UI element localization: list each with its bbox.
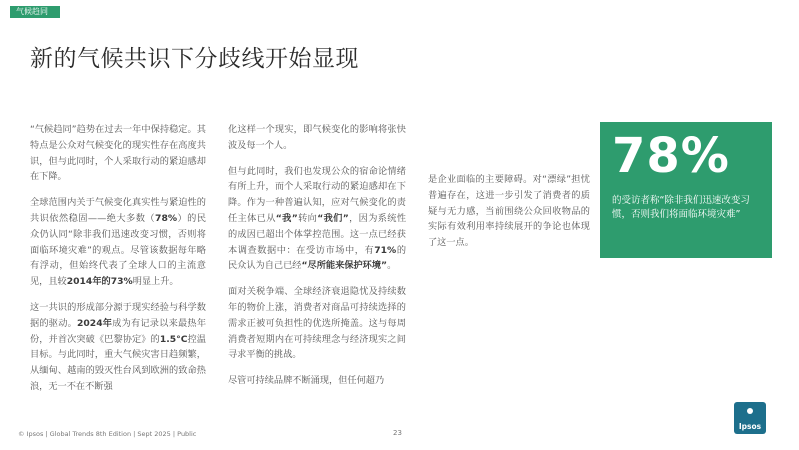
page-number: 23 xyxy=(393,429,402,437)
logo-text: Ipsos xyxy=(738,422,762,431)
paragraph: 这一共识的形成部分源于现实经验与科学数据的驱动。2024年成为有记录以来最热年份，并首次突破《巴黎协定》的1.5°C控温目标。与此同时，重大气候灾害日趋频繁，从缅甸、越南的毁灭性台风到欧洲的致命热浪，无一不在不断强 xyxy=(30,301,207,392)
paragraph: 尽管可持续品牌不断涌现，但任何超乃 xyxy=(228,375,385,387)
ipsos-logo xyxy=(734,402,766,434)
text-column-2 xyxy=(228,122,406,399)
stat-text: 的受访者称“除非我们迅速改变习惯，否则我们将面临环境灾难” xyxy=(612,195,750,220)
paragraph: 但与此同时，我们也发现公众的宿命论情绪有所上升，而个人采取行动的紧迫感却在下降。作为一种普遍认知，应对气候变化的责任主体已从“我”转向“我们”，因为系统性的成因已超出个体掌控范围。这一点已经获本调查数据中：在受访市场中，有71%的民众认为自己已经“尽所能来保护环境”。 xyxy=(228,165,407,272)
page-title: 新的气候共识下分歧线开始显现 xyxy=(30,46,359,72)
paragraph: 化这样一个现实，即气候变化的影响将张快波及每一个人。 xyxy=(228,124,406,151)
paragraph: 面对关税争端、全球经济衰退隐忧及持续数年的物价上涨，消费者对商品可持续选择的需求正被可负担性的优选所掩盖。这与每周消费者短期内在可持续理念与经济现实之间寻求平衡的挑战。 xyxy=(228,286,406,361)
paragraph: “气候趋同”趋势在过去一年中保持稳定。其特点是公众对气候变化的现实性存在高度共识，但与此同时，个人采取行动的紧迫感却在下降。 xyxy=(30,124,206,183)
logo-dot-icon xyxy=(747,408,753,414)
text-column-1 xyxy=(30,122,206,405)
paragraph: 全球范围内关于气候变化真实性与紧迫性的共识依然稳固——绝大多数（78%）的民众仍认同“除非我们迅速改变习惯，否则将面临环境灾难”的观点。尽管该数据每年略有浮动，但始终代表了全球人口的主流意见，且较2014年的73%明显上升。 xyxy=(30,197,207,288)
footer-text: © Ipsos | Global Trends 8th Edition | Sept 2025 | Public xyxy=(18,430,197,438)
section-tag: 气候趋同 xyxy=(10,6,60,18)
text-column-3 xyxy=(428,172,590,261)
paragraph: 是企业面临的主要障碍。对“漂绿”担忧普遍存在，这进一步引发了消费者的质疑与无力感，当前围绕公众回收物品的实际有效利用率持续展开的争论也体现了这一点。 xyxy=(428,174,590,249)
stat-value: 78% xyxy=(612,128,730,184)
stat-callout xyxy=(600,122,772,258)
